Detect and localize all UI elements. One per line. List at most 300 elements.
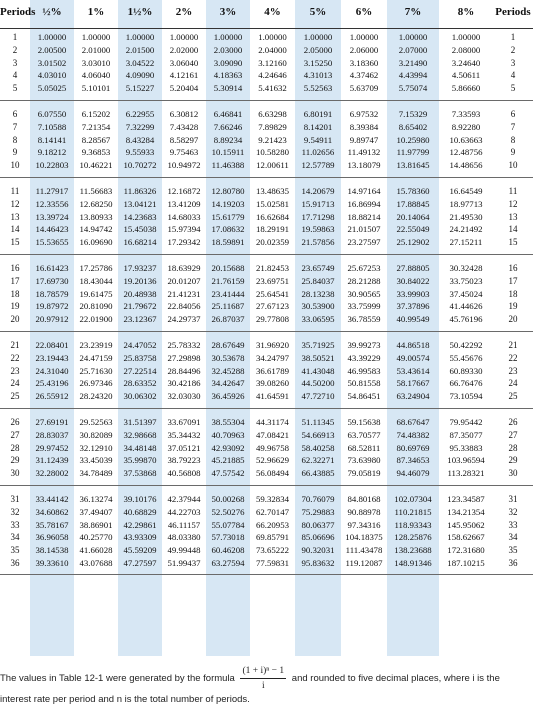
value-cell: 3.18360 (349, 57, 379, 68)
value-cell: 111.43478 (345, 545, 383, 556)
value-cell: 113.28321 (447, 468, 485, 479)
value-cell: 74.48382 (396, 429, 430, 440)
value-cell: 27.29898 (167, 352, 201, 363)
value-cell: 35.78167 (35, 519, 69, 530)
header-rate-6: 6% (355, 6, 373, 18)
period-cell: 16 (508, 263, 518, 273)
period-cell: 6 (12, 109, 18, 119)
value-cell: 11.49132 (347, 147, 381, 158)
value-cell: 138.23688 (394, 545, 432, 556)
period-cell: 18 (508, 288, 518, 299)
period-cell: 8 (12, 134, 18, 145)
value-cell: 8.43284 (125, 134, 155, 145)
value-cell: 27.69191 (35, 417, 69, 427)
value-cell: 39.33610 (35, 558, 69, 568)
footnote-intro: The values in Table 12-1 were generated by the formula (0, 673, 235, 685)
value-cell: 46.99583 (347, 365, 381, 376)
value-cell: 33.44142 (35, 494, 69, 504)
table-row (0, 159, 533, 172)
header-rate-2: 2% (175, 6, 193, 18)
value-cell: 3.12160 (258, 57, 287, 68)
value-cell: 145.95062 (447, 519, 485, 530)
value-cell: 10.58280 (256, 147, 289, 158)
value-cell: 45.76196 (449, 314, 483, 325)
value-cell: 36.61789 (256, 365, 289, 376)
value-cell: 15.91713 (301, 198, 335, 209)
value-cell: 7.33593 (451, 109, 481, 119)
period-cell: 32 (10, 506, 20, 517)
value-cell: 34.48148 (123, 442, 157, 453)
period-cell: 15 (10, 237, 20, 248)
value-cell: 11.56683 (79, 186, 113, 196)
value-cell: 1.00000 (125, 32, 155, 42)
value-cell: 104.18375 (345, 532, 383, 543)
value-cell: 38.79223 (167, 455, 201, 466)
value-cell: 30.53900 (301, 301, 335, 312)
period-cell: 21 (10, 340, 20, 350)
value-cell: 10.63663 (449, 134, 483, 145)
value-cell: 30.90565 (347, 288, 381, 299)
value-cell: 44.86518 (396, 340, 430, 350)
value-cell: 47.57542 (211, 468, 245, 479)
value-cell: 90.32031 (301, 545, 335, 556)
value-cell: 5.20404 (169, 83, 199, 94)
value-cell: 50.81558 (347, 378, 381, 389)
table-row (0, 377, 533, 390)
value-cell: 21.76159 (211, 275, 245, 286)
value-cell: 38.50521 (301, 352, 335, 363)
value-cell: 20.48938 (123, 288, 157, 299)
value-cell: 10.22803 (35, 160, 69, 171)
table-row (0, 185, 533, 198)
value-cell: 5.75074 (398, 83, 428, 94)
value-cell: 1.00000 (81, 32, 111, 42)
value-cell: 49.96758 (256, 442, 289, 453)
value-cell: 11.02656 (301, 147, 335, 158)
value-cell: 33.75023 (449, 275, 483, 286)
value-cell: 63.70577 (347, 429, 381, 440)
value-cell: 2.02000 (169, 44, 199, 55)
value-cell: 20.01207 (167, 275, 201, 286)
period-cell: 6 (510, 109, 516, 119)
value-cell: 23.65749 (301, 263, 335, 273)
value-cell: 44.50200 (301, 378, 335, 389)
value-cell: 36.96058 (35, 532, 69, 543)
value-cell: 6.15202 (81, 109, 111, 119)
value-cell: 34.60862 (35, 506, 69, 517)
value-cell: 2.03000 (213, 44, 243, 55)
group-divider (0, 177, 533, 178)
period-cell: 33 (10, 519, 20, 530)
table-row (0, 288, 533, 301)
value-cell: 28.67649 (211, 340, 245, 350)
value-cell: 9.36853 (81, 147, 111, 158)
value-cell: 30.42186 (167, 378, 201, 389)
period-cell: 9 (510, 147, 516, 158)
value-cell: 23.23919 (79, 340, 113, 350)
value-cell: 12.33556 (35, 198, 69, 209)
period-cell: 28 (10, 442, 20, 453)
value-cell: 62.70147 (256, 506, 289, 517)
value-cell: 28.24320 (79, 391, 113, 402)
value-cell: 16.62684 (256, 211, 289, 222)
value-cell: 37.49407 (79, 506, 113, 517)
period-cell: 11 (10, 186, 20, 196)
period-cell: 21 (508, 340, 518, 350)
value-cell: 17.29342 (167, 237, 201, 248)
value-cell: 12.68250 (79, 198, 113, 209)
value-cell: 7.32299 (125, 121, 155, 132)
period-cell: 26 (508, 417, 518, 427)
value-cell: 1.00000 (451, 32, 481, 42)
value-cell: 12.57789 (301, 160, 335, 171)
value-cell: 4.09090 (125, 70, 155, 81)
value-cell: 11.97799 (396, 147, 430, 158)
value-cell: 34.24797 (256, 352, 289, 363)
value-cell: 15.97394 (167, 224, 201, 235)
value-cell: 18.63929 (167, 263, 201, 273)
value-cell: 21.01507 (347, 224, 381, 235)
table-row (0, 82, 533, 95)
value-cell: 45.21885 (211, 455, 245, 466)
value-cell: 119.12087 (345, 558, 383, 568)
value-cell: 4.24646 (258, 70, 287, 81)
value-cell: 25.43196 (35, 378, 69, 389)
value-cell: 18.29191 (256, 224, 289, 235)
value-cell: 44.22703 (167, 506, 201, 517)
period-cell: 27 (10, 429, 20, 440)
period-cell: 12 (508, 198, 518, 209)
value-cell: 18.78579 (35, 288, 69, 299)
value-cell: 2.07000 (398, 44, 428, 55)
value-cell: 17.71298 (301, 211, 335, 222)
value-cell: 35.34432 (167, 429, 201, 440)
header-rate-half: ½% (42, 6, 62, 18)
value-cell: 3.21490 (398, 57, 428, 68)
value-cell: 49.00574 (396, 352, 430, 363)
value-cell: 58.40258 (301, 442, 335, 453)
value-cell: 12.80780 (211, 186, 245, 196)
value-cell: 39.08260 (256, 378, 289, 389)
value-cell: 5.41632 (258, 83, 287, 94)
value-cell: 63.27594 (211, 558, 245, 568)
table-row (0, 544, 533, 557)
value-cell: 2.06000 (349, 44, 379, 55)
value-cell: 13.48635 (256, 186, 289, 196)
value-cell: 32.45288 (211, 365, 245, 376)
period-cell: 36 (508, 558, 518, 568)
value-cell: 42.29861 (123, 519, 157, 530)
value-cell: 21.79672 (123, 301, 157, 312)
value-cell: 39.10176 (123, 494, 157, 504)
table-row (0, 262, 533, 275)
value-cell: 118.93343 (394, 519, 432, 530)
value-cell: 3.24640 (451, 57, 481, 68)
value-cell: 31.12439 (35, 455, 69, 466)
value-cell: 123.34587 (447, 494, 485, 504)
value-cell: 62.32271 (301, 455, 335, 466)
table-row (0, 44, 533, 57)
value-cell: 66.20953 (256, 519, 289, 530)
value-cell: 19.87972 (35, 301, 69, 312)
value-cell: 20.14064 (396, 211, 430, 222)
table-row (0, 57, 533, 70)
table-row (0, 31, 533, 44)
value-cell: 8.14201 (303, 121, 333, 132)
value-cell: 70.76079 (301, 494, 335, 504)
value-cell: 29.97452 (35, 442, 69, 453)
value-cell: 8.58297 (169, 134, 199, 145)
table-row (0, 454, 533, 467)
value-cell: 38.55304 (211, 417, 245, 427)
value-cell: 15.45038 (123, 224, 157, 235)
value-cell: 53.43614 (396, 365, 430, 376)
table-row (0, 557, 533, 570)
value-cell: 30.06302 (123, 391, 157, 402)
value-cell: 158.62667 (447, 532, 485, 543)
value-cell: 16.86994 (347, 198, 381, 209)
value-cell: 16.68214 (123, 237, 157, 248)
value-cell: 18.59891 (211, 237, 245, 248)
period-cell: 23 (508, 365, 518, 376)
period-cell: 5 (510, 83, 516, 94)
group-divider (0, 331, 533, 332)
value-cell: 36.13274 (79, 494, 113, 504)
value-cell: 148.91346 (394, 558, 432, 568)
value-cell: 58.17667 (396, 378, 430, 389)
value-cell: 52.50276 (211, 506, 245, 517)
value-cell: 33.45039 (79, 455, 113, 466)
period-cell: 17 (508, 275, 518, 286)
value-cell: 17.08632 (211, 224, 245, 235)
value-cell: 128.25876 (394, 532, 432, 543)
period-cell: 36 (10, 558, 20, 568)
period-cell: 7 (12, 121, 18, 132)
value-cell: 5.63709 (349, 83, 379, 94)
value-cell: 6.46841 (213, 109, 243, 119)
value-cell: 11.27917 (35, 186, 69, 196)
value-cell: 10.46221 (79, 160, 113, 171)
value-cell: 2.04000 (258, 44, 287, 55)
period-cell: 20 (508, 314, 518, 325)
period-cell: 12 (10, 198, 20, 209)
value-cell: 21.41231 (167, 288, 201, 299)
table-row (0, 211, 533, 224)
value-cell: 41.66028 (79, 545, 113, 556)
period-cell: 31 (10, 494, 20, 504)
value-cell: 2.00500 (37, 44, 67, 55)
value-cell: 51.99437 (167, 558, 201, 568)
value-cell: 25.71630 (79, 365, 113, 376)
value-cell: 80.69769 (396, 442, 430, 453)
table-row (0, 531, 533, 544)
value-cell: 15.53655 (35, 237, 69, 248)
value-cell: 13.18079 (347, 160, 381, 171)
value-cell: 9.55933 (125, 147, 155, 158)
value-cell: 73.63980 (347, 455, 381, 466)
value-cell: 33.06595 (301, 314, 335, 325)
value-cell: 33.75999 (347, 301, 381, 312)
period-cell: 11 (508, 186, 518, 196)
value-cell: 13.04121 (123, 198, 157, 209)
table-row (0, 275, 533, 288)
period-cell: 35 (508, 545, 518, 556)
table-row (0, 146, 533, 159)
period-cell: 15 (508, 237, 518, 248)
value-cell: 25.84037 (301, 275, 335, 286)
value-cell: 37.53868 (123, 468, 157, 479)
value-cell: 36.78559 (347, 314, 381, 325)
value-cell: 68.52811 (347, 442, 381, 453)
period-cell: 25 (508, 391, 518, 402)
value-cell: 110.21815 (394, 506, 432, 517)
value-cell: 21.57856 (301, 237, 335, 248)
value-cell: 23.69751 (256, 275, 289, 286)
value-cell: 40.99549 (396, 314, 430, 325)
period-cell: 22 (10, 352, 20, 363)
table-row (0, 198, 533, 211)
value-cell: 3.15250 (303, 57, 333, 68)
period-cell: 3 (510, 57, 516, 68)
value-cell: 6.22955 (125, 109, 155, 119)
value-cell: 1.00000 (169, 32, 199, 42)
value-cell: 8.39384 (349, 121, 379, 132)
value-cell: 7.66246 (213, 121, 243, 132)
value-cell: 44.31174 (256, 417, 289, 427)
value-cell: 9.75463 (169, 147, 199, 158)
value-cell: 1.00000 (303, 32, 333, 42)
value-cell: 5.05025 (37, 83, 67, 94)
value-cell: 47.72710 (301, 391, 335, 402)
value-cell: 31.96920 (256, 340, 289, 350)
value-cell: 60.46208 (211, 545, 245, 556)
value-cell: 9.54911 (303, 134, 333, 145)
value-cell: 47.08421 (256, 429, 289, 440)
period-cell: 34 (10, 532, 20, 543)
value-cell: 33.99903 (396, 288, 430, 299)
period-cell: 24 (10, 378, 20, 389)
value-cell: 24.47052 (123, 340, 157, 350)
value-cell: 14.97164 (347, 186, 381, 196)
value-cell: 17.69730 (35, 275, 69, 286)
value-cell: 35.71925 (301, 340, 335, 350)
value-cell: 3.03010 (81, 57, 111, 68)
value-cell: 103.96594 (447, 455, 485, 466)
value-cell: 13.41209 (167, 198, 201, 209)
value-cell: 102.07304 (394, 494, 432, 504)
value-cell: 54.66913 (301, 429, 335, 440)
value-cell: 52.96629 (256, 455, 289, 466)
value-cell: 21.82453 (256, 263, 289, 273)
value-cell: 23.19443 (35, 352, 69, 363)
value-cell: 84.80168 (347, 494, 381, 504)
value-cell: 43.39229 (347, 352, 381, 363)
value-cell: 51.11345 (301, 417, 335, 427)
value-cell: 59.15638 (347, 417, 381, 427)
value-cell: 40.25770 (79, 532, 113, 543)
period-cell: 31 (508, 494, 518, 504)
header-periods-right: Periods (495, 6, 531, 18)
value-cell: 94.46079 (396, 468, 430, 479)
value-cell: 63.24904 (396, 391, 430, 402)
value-cell: 43.07688 (79, 558, 113, 568)
value-cell: 4.50611 (451, 70, 481, 81)
value-cell: 42.37944 (167, 494, 201, 504)
value-cell: 19.20136 (123, 275, 157, 286)
value-cell: 25.11687 (211, 301, 245, 312)
value-cell: 87.35077 (449, 429, 483, 440)
table-bottom-rule (0, 574, 533, 575)
value-cell: 50.42292 (449, 340, 483, 350)
period-cell: 27 (508, 429, 518, 440)
value-cell: 32.12910 (79, 442, 113, 453)
value-cell: 14.46423 (35, 224, 69, 235)
value-cell: 5.52563 (303, 83, 333, 94)
value-cell: 33.67091 (167, 417, 201, 427)
value-cell: 28.84496 (167, 365, 201, 376)
value-cell: 27.67123 (256, 301, 289, 312)
header-rate-1: 1% (87, 6, 105, 18)
period-cell: 13 (10, 211, 20, 222)
value-cell: 9.89747 (349, 134, 379, 145)
value-cell: 8.65402 (398, 121, 428, 132)
value-cell: 9.21423 (258, 134, 287, 145)
value-cell: 14.23683 (123, 211, 157, 222)
table-row (0, 493, 533, 506)
value-cell: 22.01900 (79, 314, 113, 325)
period-cell: 7 (510, 121, 516, 132)
period-cell: 14 (508, 224, 518, 235)
period-cell: 3 (12, 57, 18, 68)
table-row (0, 365, 533, 378)
value-cell: 87.34653 (396, 455, 430, 466)
value-cell: 7.21354 (81, 121, 111, 132)
value-cell: 25.67253 (347, 263, 381, 273)
value-cell: 23.41444 (211, 288, 245, 299)
value-cell: 16.61423 (35, 263, 69, 273)
value-cell: 23.12367 (123, 314, 157, 325)
value-cell: 73.65222 (256, 545, 289, 556)
value-cell: 85.06696 (301, 532, 335, 543)
table-row (0, 416, 533, 429)
period-cell: 33 (508, 519, 518, 530)
value-cell: 4.43994 (398, 70, 428, 81)
formula-denominator: i (261, 681, 265, 691)
value-cell: 56.08494 (256, 468, 289, 479)
value-cell: 55.07784 (211, 519, 245, 530)
value-cell: 28.83037 (35, 429, 69, 440)
period-cell: 25 (10, 391, 20, 402)
period-cell: 34 (508, 532, 518, 543)
table-row (0, 390, 533, 403)
value-cell: 20.02359 (256, 237, 289, 248)
value-cell: 34.78489 (79, 468, 113, 479)
value-cell: 12.48756 (449, 147, 483, 158)
period-cell: 16 (10, 263, 20, 273)
formula-fraction (240, 664, 286, 693)
value-cell: 13.80933 (79, 211, 113, 222)
value-cell: 2.01000 (81, 44, 111, 55)
table-row (0, 506, 533, 519)
value-cell: 2.08000 (451, 44, 481, 55)
period-cell: 19 (508, 301, 518, 312)
value-cell: 50.00268 (211, 494, 245, 504)
header-rate-7: 7% (404, 6, 422, 18)
value-cell: 30.32428 (449, 263, 483, 273)
value-cell: 28.13238 (301, 288, 335, 299)
value-cell: 66.76476 (449, 378, 483, 389)
value-cell: 28.63352 (123, 378, 157, 389)
